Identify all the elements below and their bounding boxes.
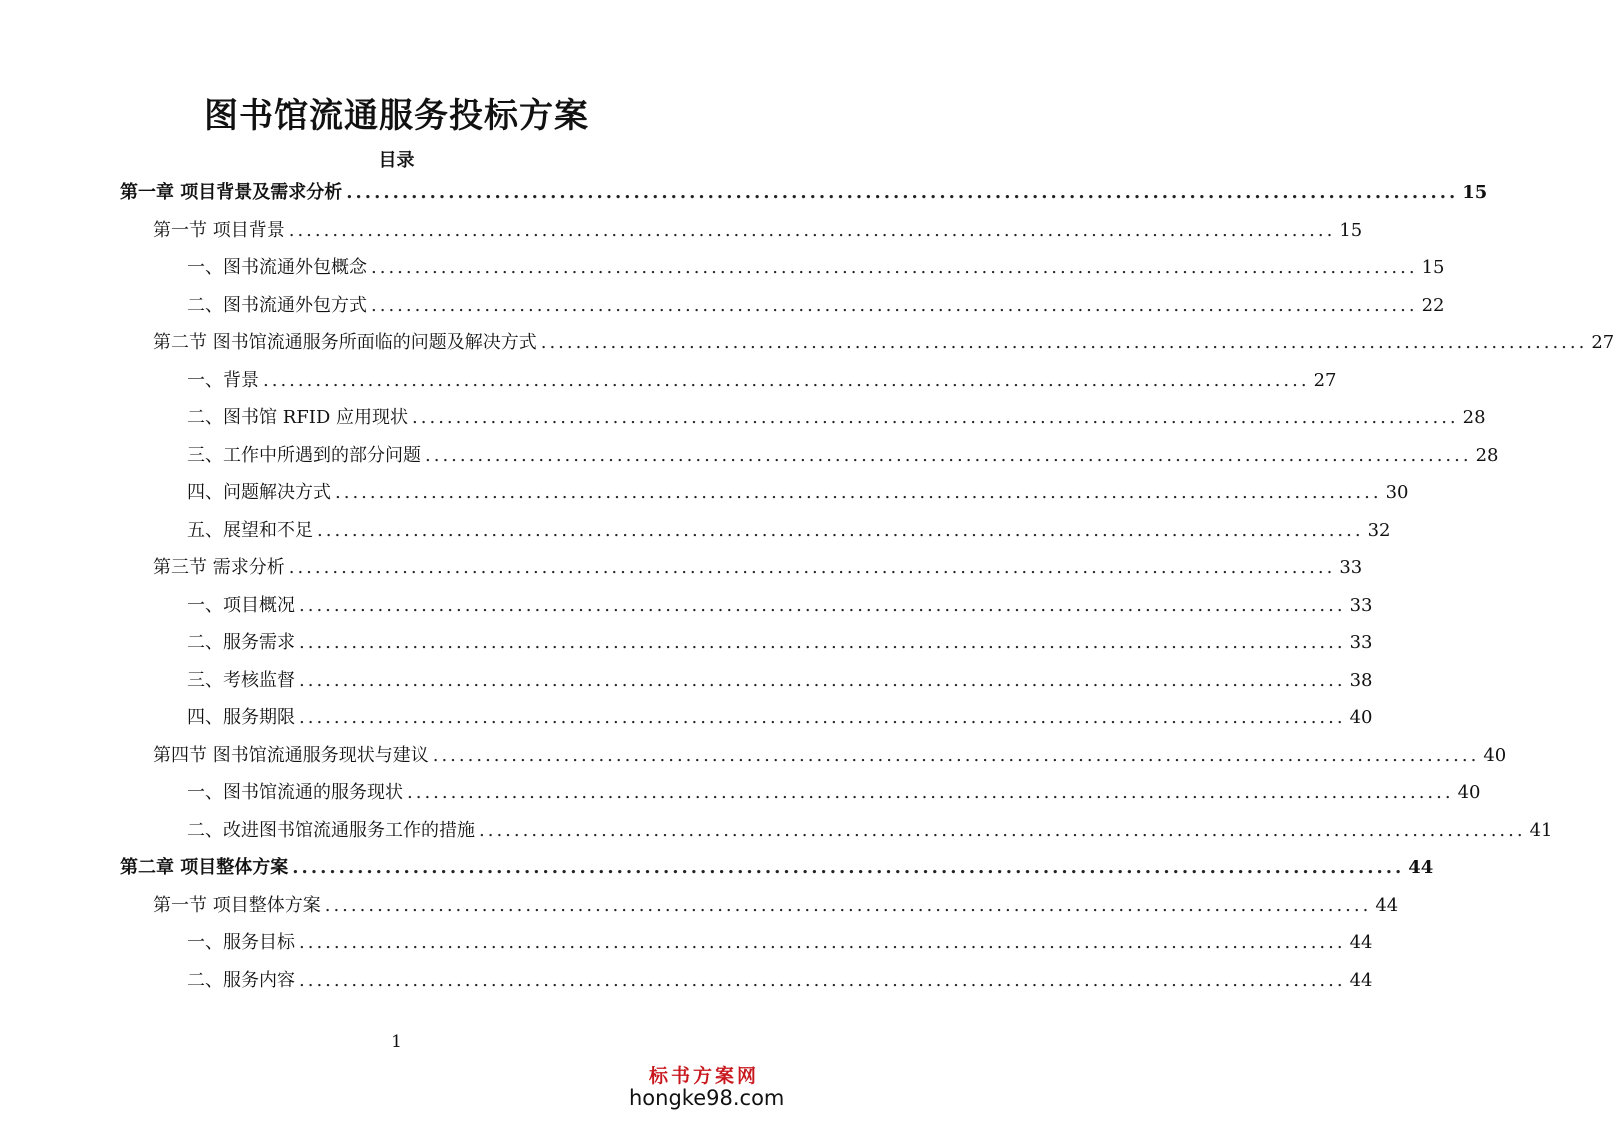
toc-entry-label: 二、图书馆 RFID 应用现状 [187, 407, 409, 428]
watermark-url: hongke98.com [629, 1086, 785, 1110]
toc-entry-item[interactable] [187, 774, 1481, 811]
toc-entry-label: 三、工作中所遇到的部分问题 [187, 444, 421, 466]
toc-entry-label: 四、问题解决方式 [187, 482, 331, 503]
toc-leader-dots: ........................................................................................................................ [299, 932, 1346, 953]
toc-entry-label: 一、图书馆流通的服务现状 [187, 782, 403, 803]
toc-entry-page: 15 [1421, 257, 1445, 278]
toc-entry-item[interactable] [187, 924, 1373, 961]
toc-entry-label: 第一节 项目整体方案 [153, 894, 321, 916]
toc-entry-item[interactable] [187, 474, 1409, 511]
toc-leader-dots: ........................................................................................................................ [317, 519, 1364, 541]
toc-leader-dots: ........................................................................................................................ [324, 894, 1372, 916]
toc-entry-item[interactable] [187, 962, 1373, 999]
toc-entry-page: 44 [1375, 894, 1399, 916]
toc-entry-page: 15 [1339, 219, 1363, 241]
toc-entry-page: 33 [1349, 632, 1373, 653]
toc-entry-item[interactable] [187, 699, 1373, 736]
toc-entry-page: 22 [1421, 294, 1445, 316]
page-number: 1 [391, 1032, 402, 1052]
toc-entry-page: 44 [1349, 969, 1373, 991]
toc-leader-dots: ........................................................................................................................ [371, 294, 1418, 316]
toc-leader-dots: ........................................................................................................................ [263, 369, 1310, 391]
toc-entry-label: 一、项目概况 [187, 594, 295, 616]
toc-leader-dots: ........................................................................................................................ [292, 857, 1405, 878]
toc-entry-label: 二、改进图书馆流通服务工作的措施 [187, 819, 475, 841]
toc-leader-dots: ........................................................................................................................ [346, 182, 1459, 203]
toc-leader-dots: ........................................................................................................................ [540, 332, 1588, 353]
toc-leader-dots: ........................................................................................................................ [432, 744, 1480, 766]
toc-entry-label: 四、服务期限 [187, 707, 295, 728]
toc-entry-section[interactable] [153, 737, 1507, 774]
toc-entry-item[interactable] [187, 587, 1373, 624]
toc-entry-page: 28 [1462, 407, 1486, 428]
toc-entry-page: 38 [1349, 669, 1373, 691]
toc-entry-page: 41 [1529, 819, 1553, 841]
toc-entry-item[interactable] [187, 812, 1553, 849]
toc-entry-page: 28 [1475, 444, 1499, 466]
document-title: 图书馆流通服务投标方案 [204, 96, 589, 136]
toc-entry-item[interactable] [187, 662, 1373, 699]
toc-entry-label: 二、服务需求 [187, 632, 295, 653]
toc-entry-item[interactable] [187, 249, 1445, 286]
toc-entry-label: 一、服务目标 [187, 932, 295, 953]
toc-leader-dots: ........................................................................................................................ [288, 219, 1336, 241]
watermark-cn: 标书方案网 [648, 1065, 759, 1087]
toc-entry-label: 二、图书流通外包方式 [187, 294, 367, 316]
toc-entry-label: 第一节 项目背景 [153, 219, 285, 241]
toc-leader-dots: ........................................................................................................................ [299, 669, 1346, 691]
toc-entry-section[interactable] [153, 549, 1363, 586]
toc-entry-section[interactable] [153, 887, 1399, 924]
toc-leader-dots: ........................................................................................................................ [299, 969, 1346, 991]
toc-leader-dots: ........................................................................................................................ [299, 632, 1346, 653]
toc-leader-dots: ........................................................................................................................ [299, 594, 1346, 616]
toc-entry-item[interactable] [187, 362, 1337, 399]
toc-entry-section[interactable] [153, 324, 1614, 361]
toc-entry-item[interactable] [187, 512, 1391, 549]
toc-entry-item[interactable] [187, 399, 1486, 436]
toc-entry-section[interactable] [153, 212, 1363, 249]
toc-leader-dots: ........................................................................................................................ [335, 482, 1382, 503]
toc-entry-page: 32 [1367, 519, 1391, 541]
toc-entry-chapter[interactable] [120, 174, 1488, 211]
toc-entry-label: 第四节 图书馆流通服务现状与建议 [153, 744, 429, 766]
toc-entry-label: 第一章 项目背景及需求分析 [120, 182, 343, 203]
toc-entry-label: 一、背景 [187, 369, 259, 391]
toc-entry-page: 40 [1457, 782, 1481, 803]
watermark-logo [629, 1061, 785, 1110]
toc-entry-label: 一、图书流通外包概念 [187, 257, 367, 278]
toc-leader-dots: ........................................................................................................................ [371, 257, 1418, 278]
toc-leader-dots: ........................................................................................................................ [412, 407, 1459, 428]
toc-leader-dots: ........................................................................................................................ [425, 444, 1472, 466]
toc-entry-page: 44 [1349, 932, 1373, 953]
toc-entry-page: 33 [1339, 557, 1363, 578]
toc-entry-item[interactable] [187, 437, 1499, 474]
toc-entry-page: 27 [1591, 332, 1614, 353]
toc-entry-page: 33 [1349, 594, 1373, 616]
toc-entry-page: 40 [1349, 707, 1373, 728]
toc-entry-page: 15 [1462, 182, 1488, 203]
toc-entry-label: 第二章 项目整体方案 [120, 857, 289, 878]
toc-entry-label: 三、考核监督 [187, 669, 295, 691]
toc-entry-page: 27 [1313, 369, 1337, 391]
toc-entry-item[interactable] [187, 624, 1373, 661]
toc-entry-label: 二、服务内容 [187, 969, 295, 991]
toc-leader-dots: ........................................................................................................................ [407, 782, 1454, 803]
toc-entry-label: 第三节 需求分析 [153, 557, 285, 578]
toc-title: 目录 [378, 150, 415, 171]
toc-entry-label: 第二节 图书馆流通服务所面临的问题及解决方式 [153, 332, 537, 353]
toc-entry-page: 40 [1483, 744, 1507, 766]
toc-entry-label: 五、展望和不足 [187, 519, 313, 541]
toc-leader-dots: ........................................................................................................................ [299, 707, 1346, 728]
toc-entry-chapter[interactable] [120, 849, 1434, 886]
toc-entry-item[interactable] [187, 287, 1445, 324]
toc-leader-dots: ........................................................................................................................ [479, 819, 1526, 841]
toc-entry-page: 30 [1385, 482, 1409, 503]
toc-entry-page: 44 [1408, 857, 1434, 878]
toc-leader-dots: ........................................................................................................................ [288, 557, 1336, 578]
